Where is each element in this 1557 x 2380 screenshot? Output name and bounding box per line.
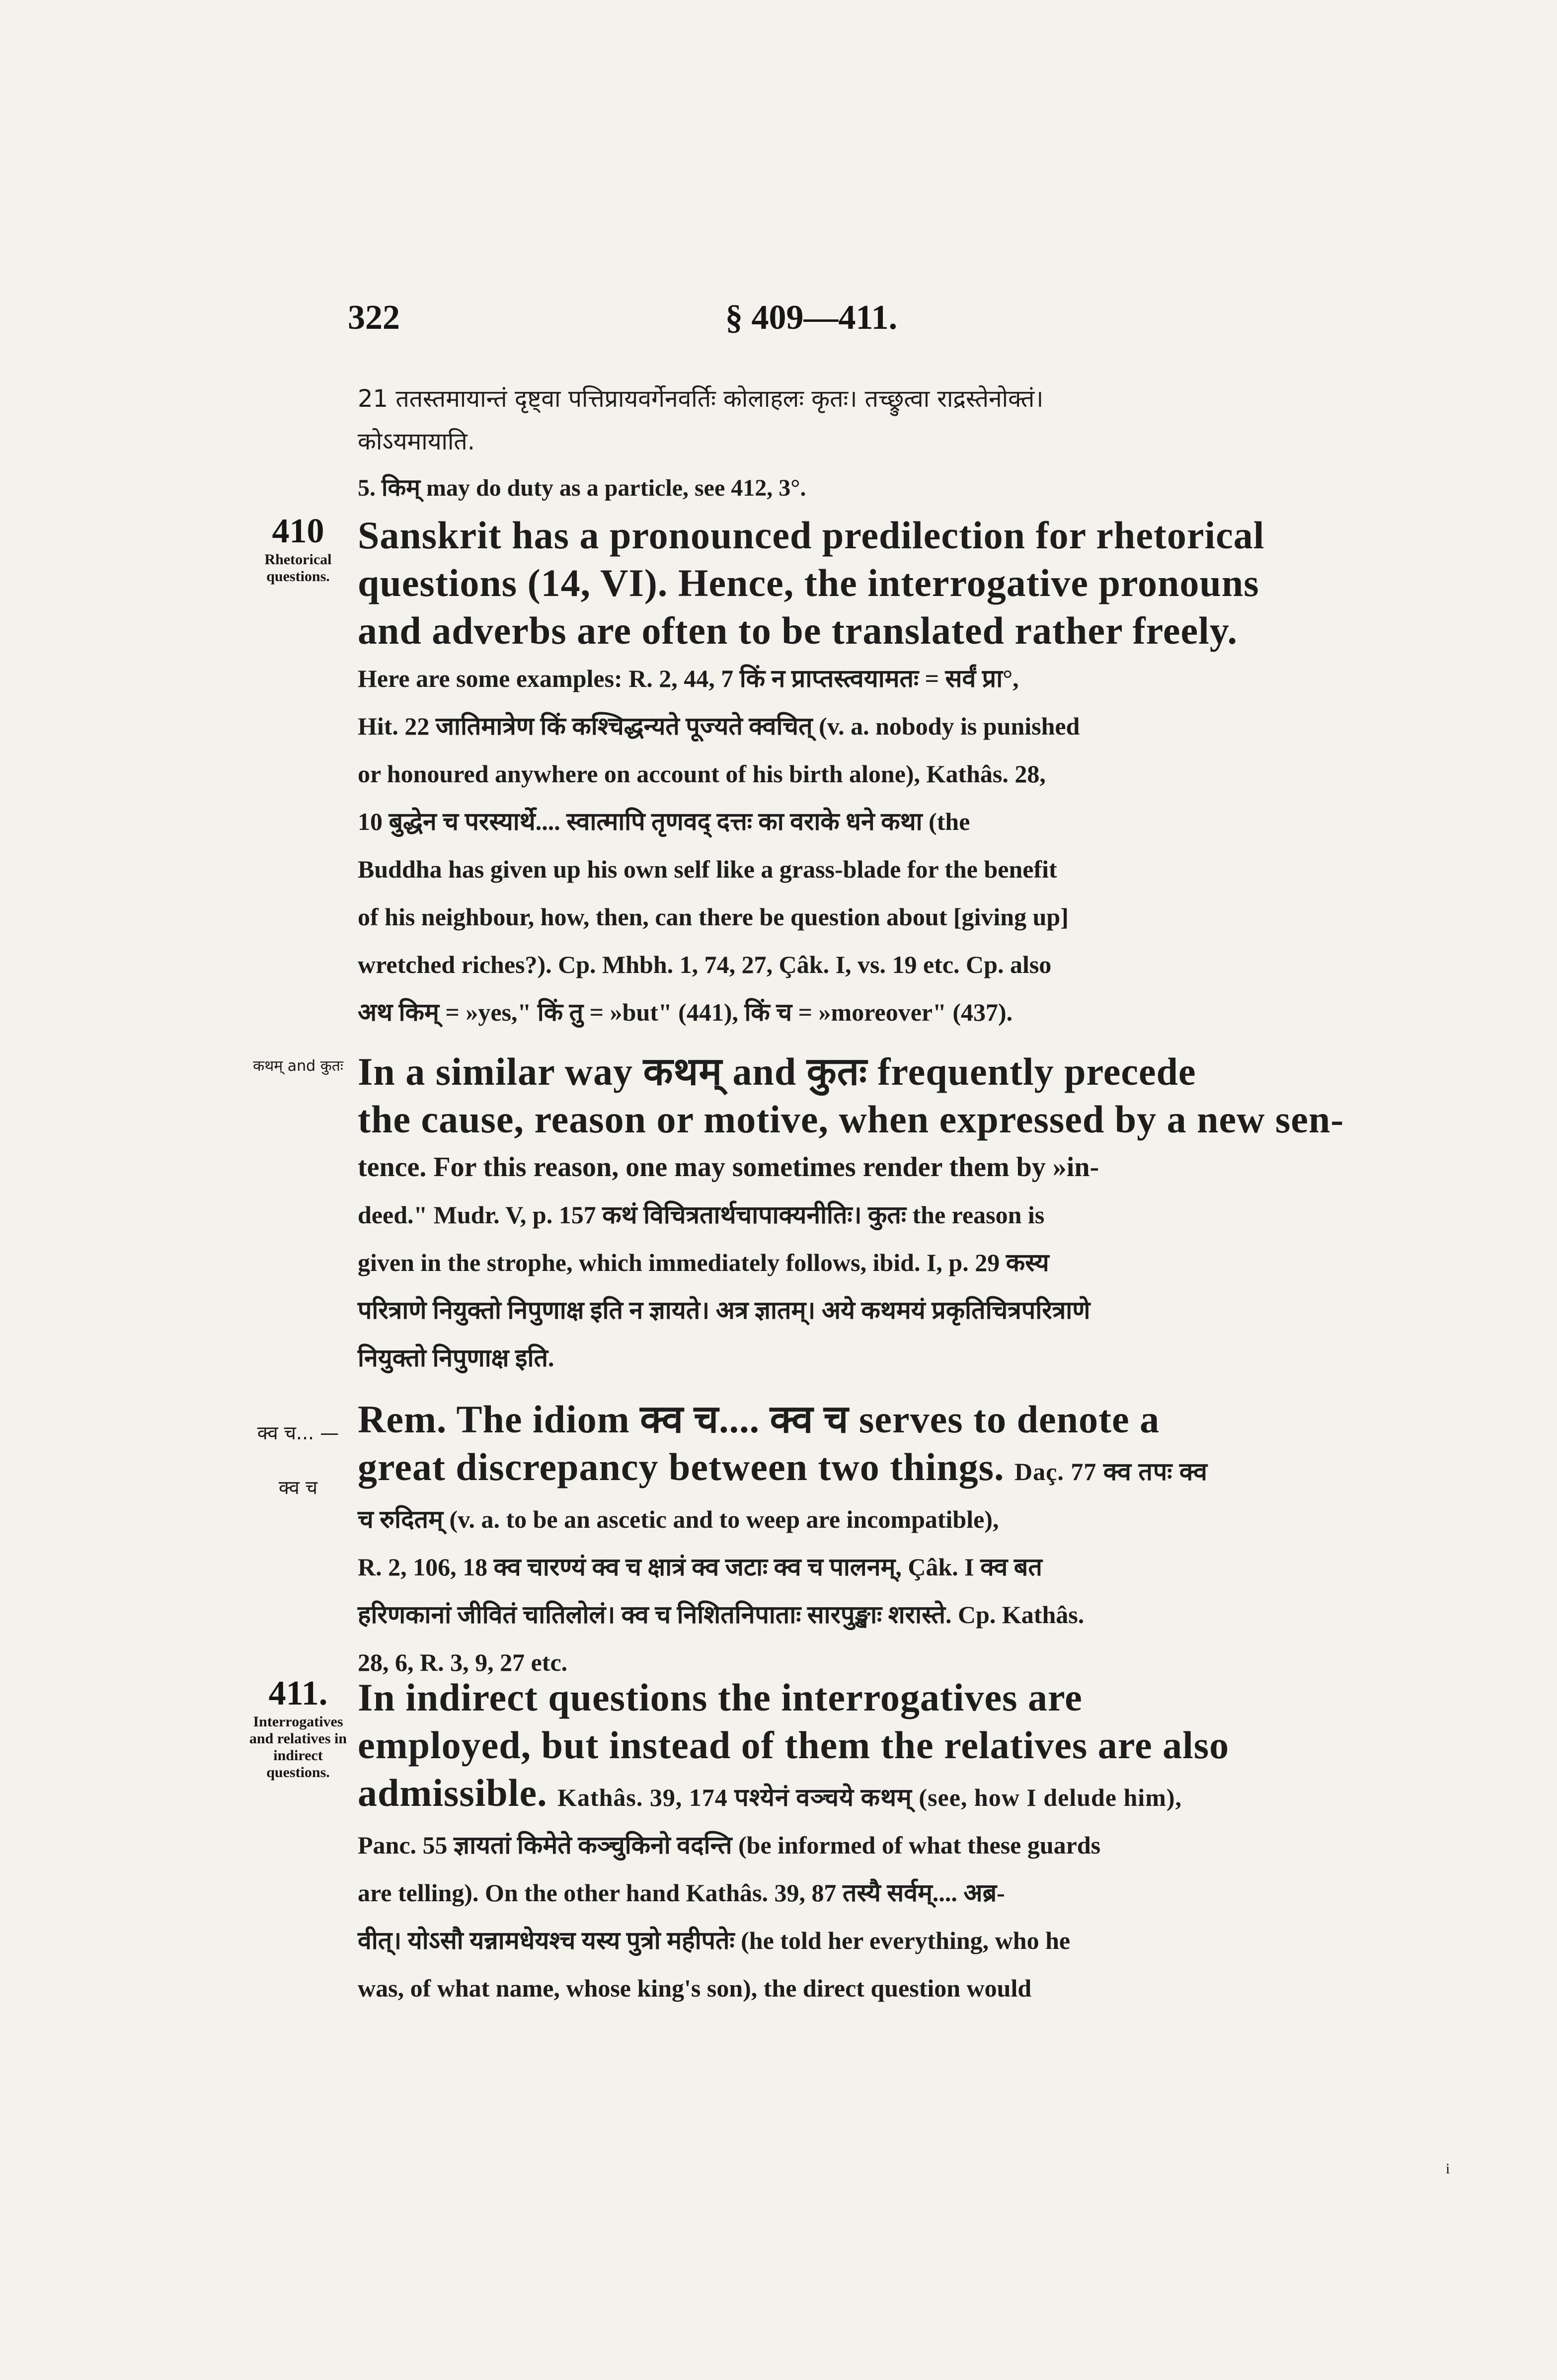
- text-line: नियुक्तो निपुणाक्ष इति.: [358, 1344, 554, 1372]
- text-line: the cause, reason or motive, when expressed by a new sen-: [358, 1098, 1344, 1141]
- margin-kathaam-kutah: [248, 1058, 348, 1075]
- kathaam-kutah-paragraph: [358, 1048, 1371, 1382]
- text-line: or honoured anywhere on account of his birth alone), Kathâs. 28,: [358, 760, 1046, 788]
- footnote-line: कोऽयमायाति.: [358, 428, 475, 455]
- text-line: employed, but instead of them the relatives are also: [358, 1723, 1230, 1767]
- remark-paragraph: [358, 1396, 1371, 1686]
- page-number: 322: [348, 298, 400, 337]
- section-411: [358, 1674, 1371, 2012]
- text-line: Sanskrit has a pronounced predilection for rhetorical: [358, 514, 1265, 557]
- section-label: Rhetorical questions.: [264, 551, 332, 585]
- section-label: कथम् and कुतः: [253, 1057, 343, 1075]
- text-line: [358, 1443, 1371, 1495]
- text-line: अथ किम् = »yes," किं तु = »but" (441), किं च = »moreover" (437).: [358, 998, 1013, 1026]
- section-label: Interrogatives and relatives in indirect questions.: [249, 1713, 347, 1781]
- text-line: wretched riches?). Cp. Mhbh. 1, 74, 27, Çâk. I, vs. 19 etc. Cp. also: [358, 951, 1052, 978]
- text-span: Kathâs. 39, 174 पश्येनं वञ्चये कथम् (see, how I delude him),: [557, 1784, 1182, 1811]
- section-number: 410: [272, 512, 324, 550]
- text-line: वीत्। योऽसौ यन्नामधेयश्च यस्य पुत्रो महीपतेः (he told her everything, who he: [358, 1927, 1071, 1954]
- margin-410: [248, 512, 348, 585]
- text-span: great discrepancy between two things.: [358, 1445, 1005, 1488]
- corner-mark: i: [1446, 2160, 1450, 2177]
- section-range: § 409—411.: [725, 298, 898, 337]
- text-line: deed." Mudr. V, p. 157 कथं विचित्रतार्थचापाक्यनीतिः। कुतः the reason is: [358, 1201, 1045, 1229]
- margin-kva-ca: [248, 1406, 348, 1515]
- section-410: [358, 512, 1371, 1036]
- text-line: 10 बुद्धेन च परस्यार्थे.... स्वात्मापि तृणवद् दत्तः का वराके धने कथा (the: [358, 808, 970, 835]
- text-span: Daç. 77 क्व तपः क्व: [1014, 1458, 1208, 1486]
- footnote-21: [358, 377, 1371, 463]
- text-line: परित्राणे नियुक्तो निपुणाक्ष इति न ज्ञायते। अत्र ज्ञातम्। अये कथमयं प्रकृतिचित्रपरित्राणे: [358, 1296, 1090, 1324]
- footnote-line: 21 ततस्तमायान्तं दृष्ट्वा पत्तिप्रायवर्गेनवर्तिः कोलाहलः कृतः। तच्छ्रुत्वा राद्रस्तेनोक्तं।: [358, 385, 1044, 413]
- text-line: [358, 1769, 1371, 1821]
- text-line: 28, 6, R. 3, 9, 27 etc.: [358, 1648, 568, 1676]
- text-line: tence. For this reason, one may sometimes render them by »in-: [358, 1152, 1099, 1183]
- text-line: च रुदितम् (v. a. to be an ascetic and to weep are incompatible),: [358, 1505, 999, 1533]
- text-line: Panc. 55 ज्ञायतां किमेते कञ्चुकिनो वदन्ति (be informed of what these guards: [358, 1831, 1101, 1859]
- text-line: of his neighbour, how, then, can there be question about [giving up]: [358, 903, 1069, 931]
- text-line: given in the strophe, which immediately follows, ibid. I, p. 29 कस्य: [358, 1249, 1049, 1276]
- text-line: Rem. The idiom क्व च.... क्व च serves to denote a: [358, 1398, 1160, 1441]
- text-line: are telling). On the other hand Kathâs. 39, 87 तस्यै सर्वम्.... अब्र-: [358, 1879, 1005, 1907]
- margin-411: [248, 1674, 348, 1781]
- text-line: Here are some examples: R. 2, 44, 7 किं न प्राप्तस्त्वयामतः = सर्वं प्रा°,: [358, 665, 1019, 692]
- text-line: R. 2, 106, 18 क्व चारण्यं क्व च क्षात्रं क्व जटाः क्व च पालनम्, Çâk. I क्व बत: [358, 1553, 1042, 1581]
- text-line: Buddha has given up his own self like a grass-blade for the benefit: [358, 855, 1057, 883]
- text-line: Hit. 22 जातिमात्रेण किं कश्चिद्धन्यते पूज्यते क्वचित् (v. a. nobody is punished: [358, 712, 1080, 740]
- footnote-5: [358, 467, 1371, 510]
- text-span: admissible.: [358, 1771, 547, 1814]
- text-line: हरिणकानां जीवितं चातिलोलं। क्व च निशितनिपाताः सारपुङ्खाः शरास्ते. Cp. Kathâs.: [358, 1601, 1085, 1629]
- section-number: 411.: [268, 1674, 328, 1712]
- text-line: and adverbs are often to be translated rather freely.: [358, 609, 1238, 652]
- text-line: In indirect questions the interrogatives are: [358, 1676, 1083, 1719]
- text-line: questions (14, VI). Hence, the interrogative pronouns: [358, 561, 1259, 604]
- footnote-line: 5. किम् may do duty as a particle, see 412, 3°.: [358, 475, 806, 501]
- text-line: was, of what name, whose king's son), the direct question would: [358, 1974, 1032, 2002]
- text-line: In a similar way कथम् and कुतः frequently precede: [358, 1050, 1196, 1093]
- section-label: क्व च... —क्व च: [257, 1422, 339, 1498]
